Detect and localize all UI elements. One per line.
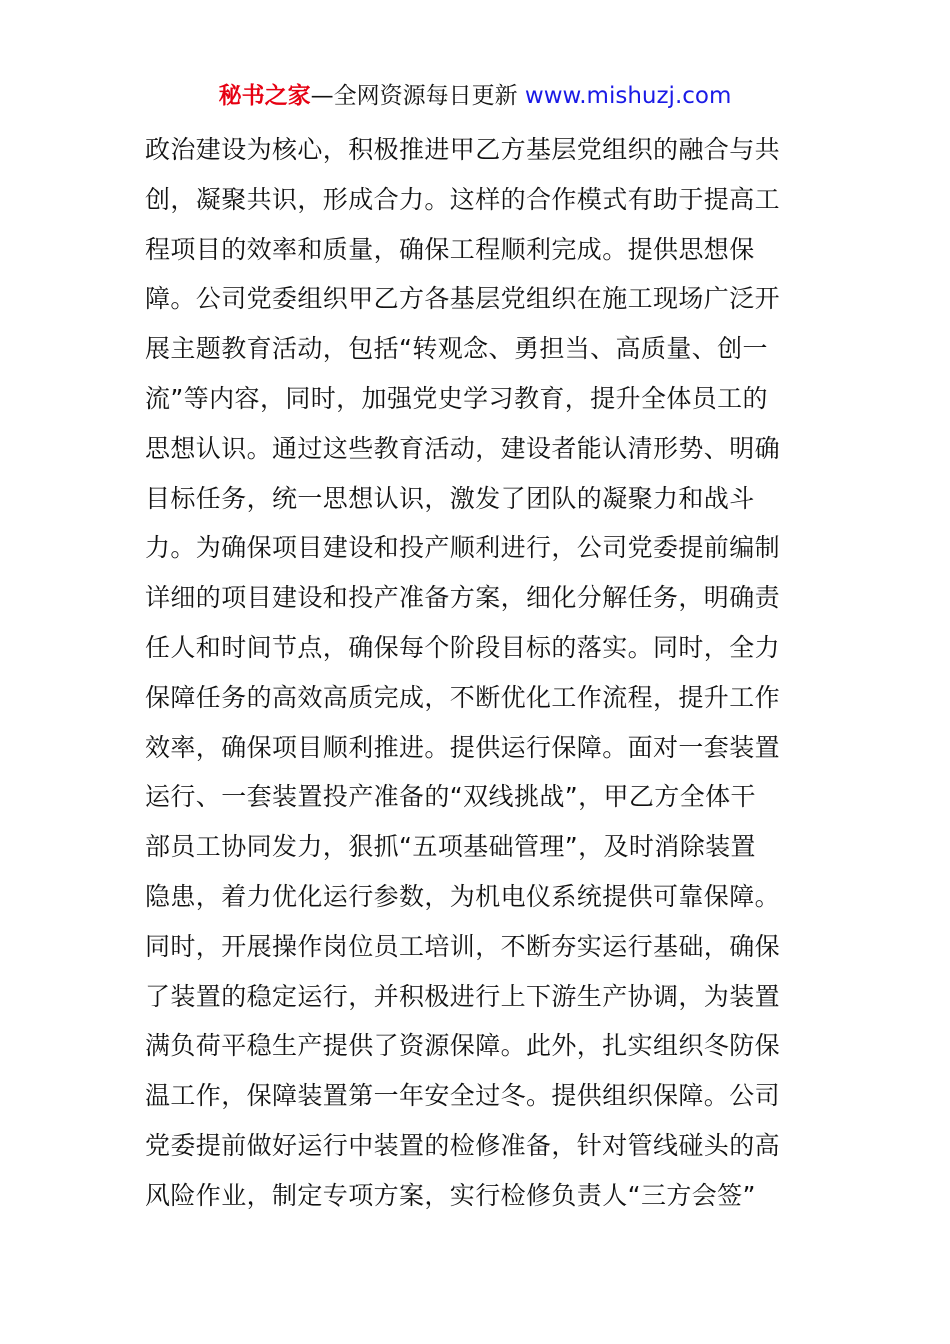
text-line: 任人和时间节点，确保每个阶段目标的落实。同时，全力 — [145, 632, 781, 662]
text-line: 党委提前做好运行中装置的检修准备，针对管线碰头的高 — [145, 1130, 781, 1160]
header-tagline: —全网资源每日更新 — [310, 83, 525, 109]
text-line: 展主题教育活动，包括“转观念、勇担当、高质量、创一 — [145, 334, 768, 364]
text-line: 障。公司党委组织甲乙方各基层党组织在施工现场广泛开 — [145, 284, 781, 314]
text-line: 力。为确保项目建设和投产顺利进行，公司党委提前编制 — [145, 533, 781, 563]
text-line: 效率，确保项目顺利推进。提供运行保障。面对一套装置 — [145, 732, 781, 762]
text-line: 运行、一套装置投产准备的“双线挑战”，甲乙方全体干 — [145, 782, 756, 812]
text-line: 了装置的稳定运行，并积极进行上下游生产协调，为装置 — [145, 981, 781, 1011]
text-line: 思想认识。通过这些教育活动，建设者能认清形势、明确 — [145, 433, 781, 463]
text-line: 部员工协同发力，狠抓“五项基础管理”，及时消除装置 — [145, 832, 756, 862]
text-line: 目标任务，统一思想认识，激发了团队的凝聚力和战斗 — [145, 483, 755, 513]
text-line: 满负荷平稳生产提供了资源保障。此外，扎实组织冬防保 — [145, 1031, 781, 1061]
text-line: 同时，开展操作岗位员工培训，不断夯实运行基础，确保 — [145, 931, 781, 961]
body-paragraph — [145, 125, 810, 1221]
text-line: 政治建设为核心，积极推进甲乙方基层党组织的融合与共 — [145, 135, 781, 164]
header-url-link[interactable]: www.mishuzj.com — [524, 83, 732, 109]
text-line: 流”等内容，同时，加强党史学习教育，提升全体员工的 — [145, 383, 768, 413]
text-line: 详细的项目建设和投产准备方案，细化分解任务，明确责 — [145, 583, 781, 613]
text-line: 温工作，保障装置第一年安全过冬。提供组织保障。公司 — [145, 1081, 781, 1111]
header-brand: 秘书之家 — [218, 83, 311, 109]
text-line: 风险作业，制定专项方案，实行检修负责人“三方会签” — [145, 1180, 756, 1210]
text-line: 程项目的效率和质量，确保工程顺利完成。提供思想保 — [145, 234, 755, 264]
text-line: 创，凝聚共识，形成合力。这样的合作模式有助于提高工 — [145, 184, 781, 214]
page-header — [0, 80, 950, 112]
text-line: 隐患，着力优化运行参数，为机电仪系统提供可靠保障。 — [145, 881, 781, 911]
text-line: 保障任务的高效高质完成，不断优化工作流程，提升工作 — [145, 682, 781, 712]
